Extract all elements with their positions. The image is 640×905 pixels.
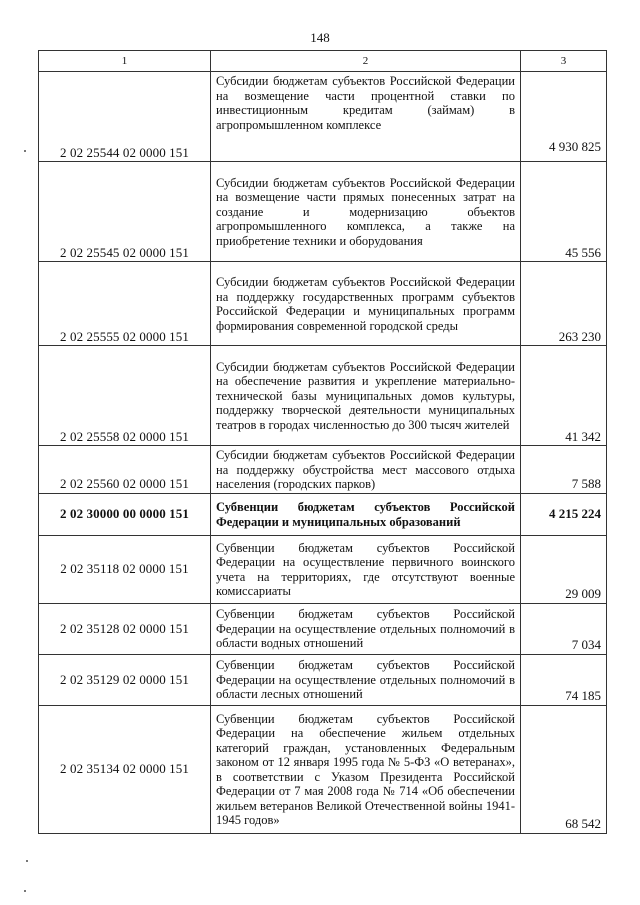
table-row	[39, 654, 607, 705]
item-description: Субсидии бюджетам субъектов Российской Федерации на поддержку обустройства мест массового отдыха населения (городских парков)	[211, 446, 521, 494]
column-header-3: 3	[521, 51, 607, 72]
item-description: Субвенции бюджетам субъектов Российской Федерации на осуществление первичного воинского учета на территориях, где отсутствуют военные комиссариаты	[211, 535, 521, 603]
scan-dot	[24, 150, 26, 152]
table-row	[39, 603, 607, 654]
item-description: Субвенции бюджетам субъектов Российской Федерации и муниципальных образований	[211, 493, 521, 535]
table-row	[39, 446, 607, 494]
item-description: Субвенции бюджетам субъектов Российской Федерации на обеспечение жильем отдельных категорий граждан, установленных Федеральным законом от 12 января 1995 года № 5-ФЗ «О ветеранах», в соответствии с Указом Президента Российской Федерации от 7 мая 2008 года № 714 «Об обеспечении жильем ветеранов Великой Отечественной войны 1941-1945 годов»	[211, 705, 521, 833]
item-description: Субвенции бюджетам субъектов Российской Федерации на осуществление отдельных полномочий в области водных отношений	[211, 603, 521, 654]
item-amount: 68 542	[521, 705, 607, 833]
item-amount: 45 556	[521, 162, 607, 262]
item-description: Субсидии бюджетам субъектов Российской Федерации на поддержку государственных программ субъектов Российской Федерации и муниципальных программ формирования современной городской среды	[211, 262, 521, 346]
column-header-1: 1	[39, 51, 211, 72]
budget-code: 2 02 25555 02 0000 151	[39, 262, 211, 346]
item-amount: 263 230	[521, 262, 607, 346]
budget-code: 2 02 25558 02 0000 151	[39, 346, 211, 446]
page-number: 148	[310, 30, 330, 45]
item-description: Субсидии бюджетам субъектов Российской Федерации на обеспечение развития и укрепление материально-технической базы муниципальных домов культуры, поддержку творческой деятельности муниципальных театров в городах численностью до 300 тысяч жителей	[211, 346, 521, 446]
item-description: Субсидии бюджетам субъектов Российской Федерации на возмещение части процентной ставки по инвестиционным кредитам (займам) в агропромышленном комплексе	[211, 72, 521, 162]
scan-dot	[26, 860, 28, 862]
item-amount: 4 930 825	[521, 72, 607, 162]
column-number-header	[39, 51, 607, 72]
column-header-2: 2	[211, 51, 521, 72]
item-amount: 74 185	[521, 654, 607, 705]
item-amount: 41 342	[521, 346, 607, 446]
budget-code: 2 02 25545 02 0000 151	[39, 162, 211, 262]
budget-code: 2 02 35128 02 0000 151	[39, 603, 211, 654]
item-amount: 29 009	[521, 535, 607, 603]
table-row	[39, 705, 607, 833]
item-amount: 4 215 224	[521, 493, 607, 535]
item-amount: 7 034	[521, 603, 607, 654]
table-row	[39, 535, 607, 603]
table-row	[39, 346, 607, 446]
budget-code: 2 02 30000 00 0000 151	[39, 493, 211, 535]
budget-code: 2 02 35134 02 0000 151	[39, 705, 211, 833]
budget-revenue-table	[38, 50, 607, 834]
budget-code: 2 02 25560 02 0000 151	[39, 446, 211, 494]
table-row	[39, 162, 607, 262]
budget-code: 2 02 35129 02 0000 151	[39, 654, 211, 705]
scan-dot	[24, 890, 26, 892]
budget-code: 2 02 25544 02 0000 151	[39, 72, 211, 162]
budget-code: 2 02 35118 02 0000 151	[39, 535, 211, 603]
table-row	[39, 262, 607, 346]
table-row-total	[39, 493, 607, 535]
item-description: Субсидии бюджетам субъектов Российской Федерации на возмещение части прямых понесенных затрат на создание и модернизацию объектов агропромышленного комплекса, а также на приобретение техники и оборудования	[211, 162, 521, 262]
item-amount: 7 588	[521, 446, 607, 494]
table-row	[39, 72, 607, 162]
item-description: Субвенции бюджетам субъектов Российской Федерации на осуществление отдельных полномочий в области лесных отношений	[211, 654, 521, 705]
